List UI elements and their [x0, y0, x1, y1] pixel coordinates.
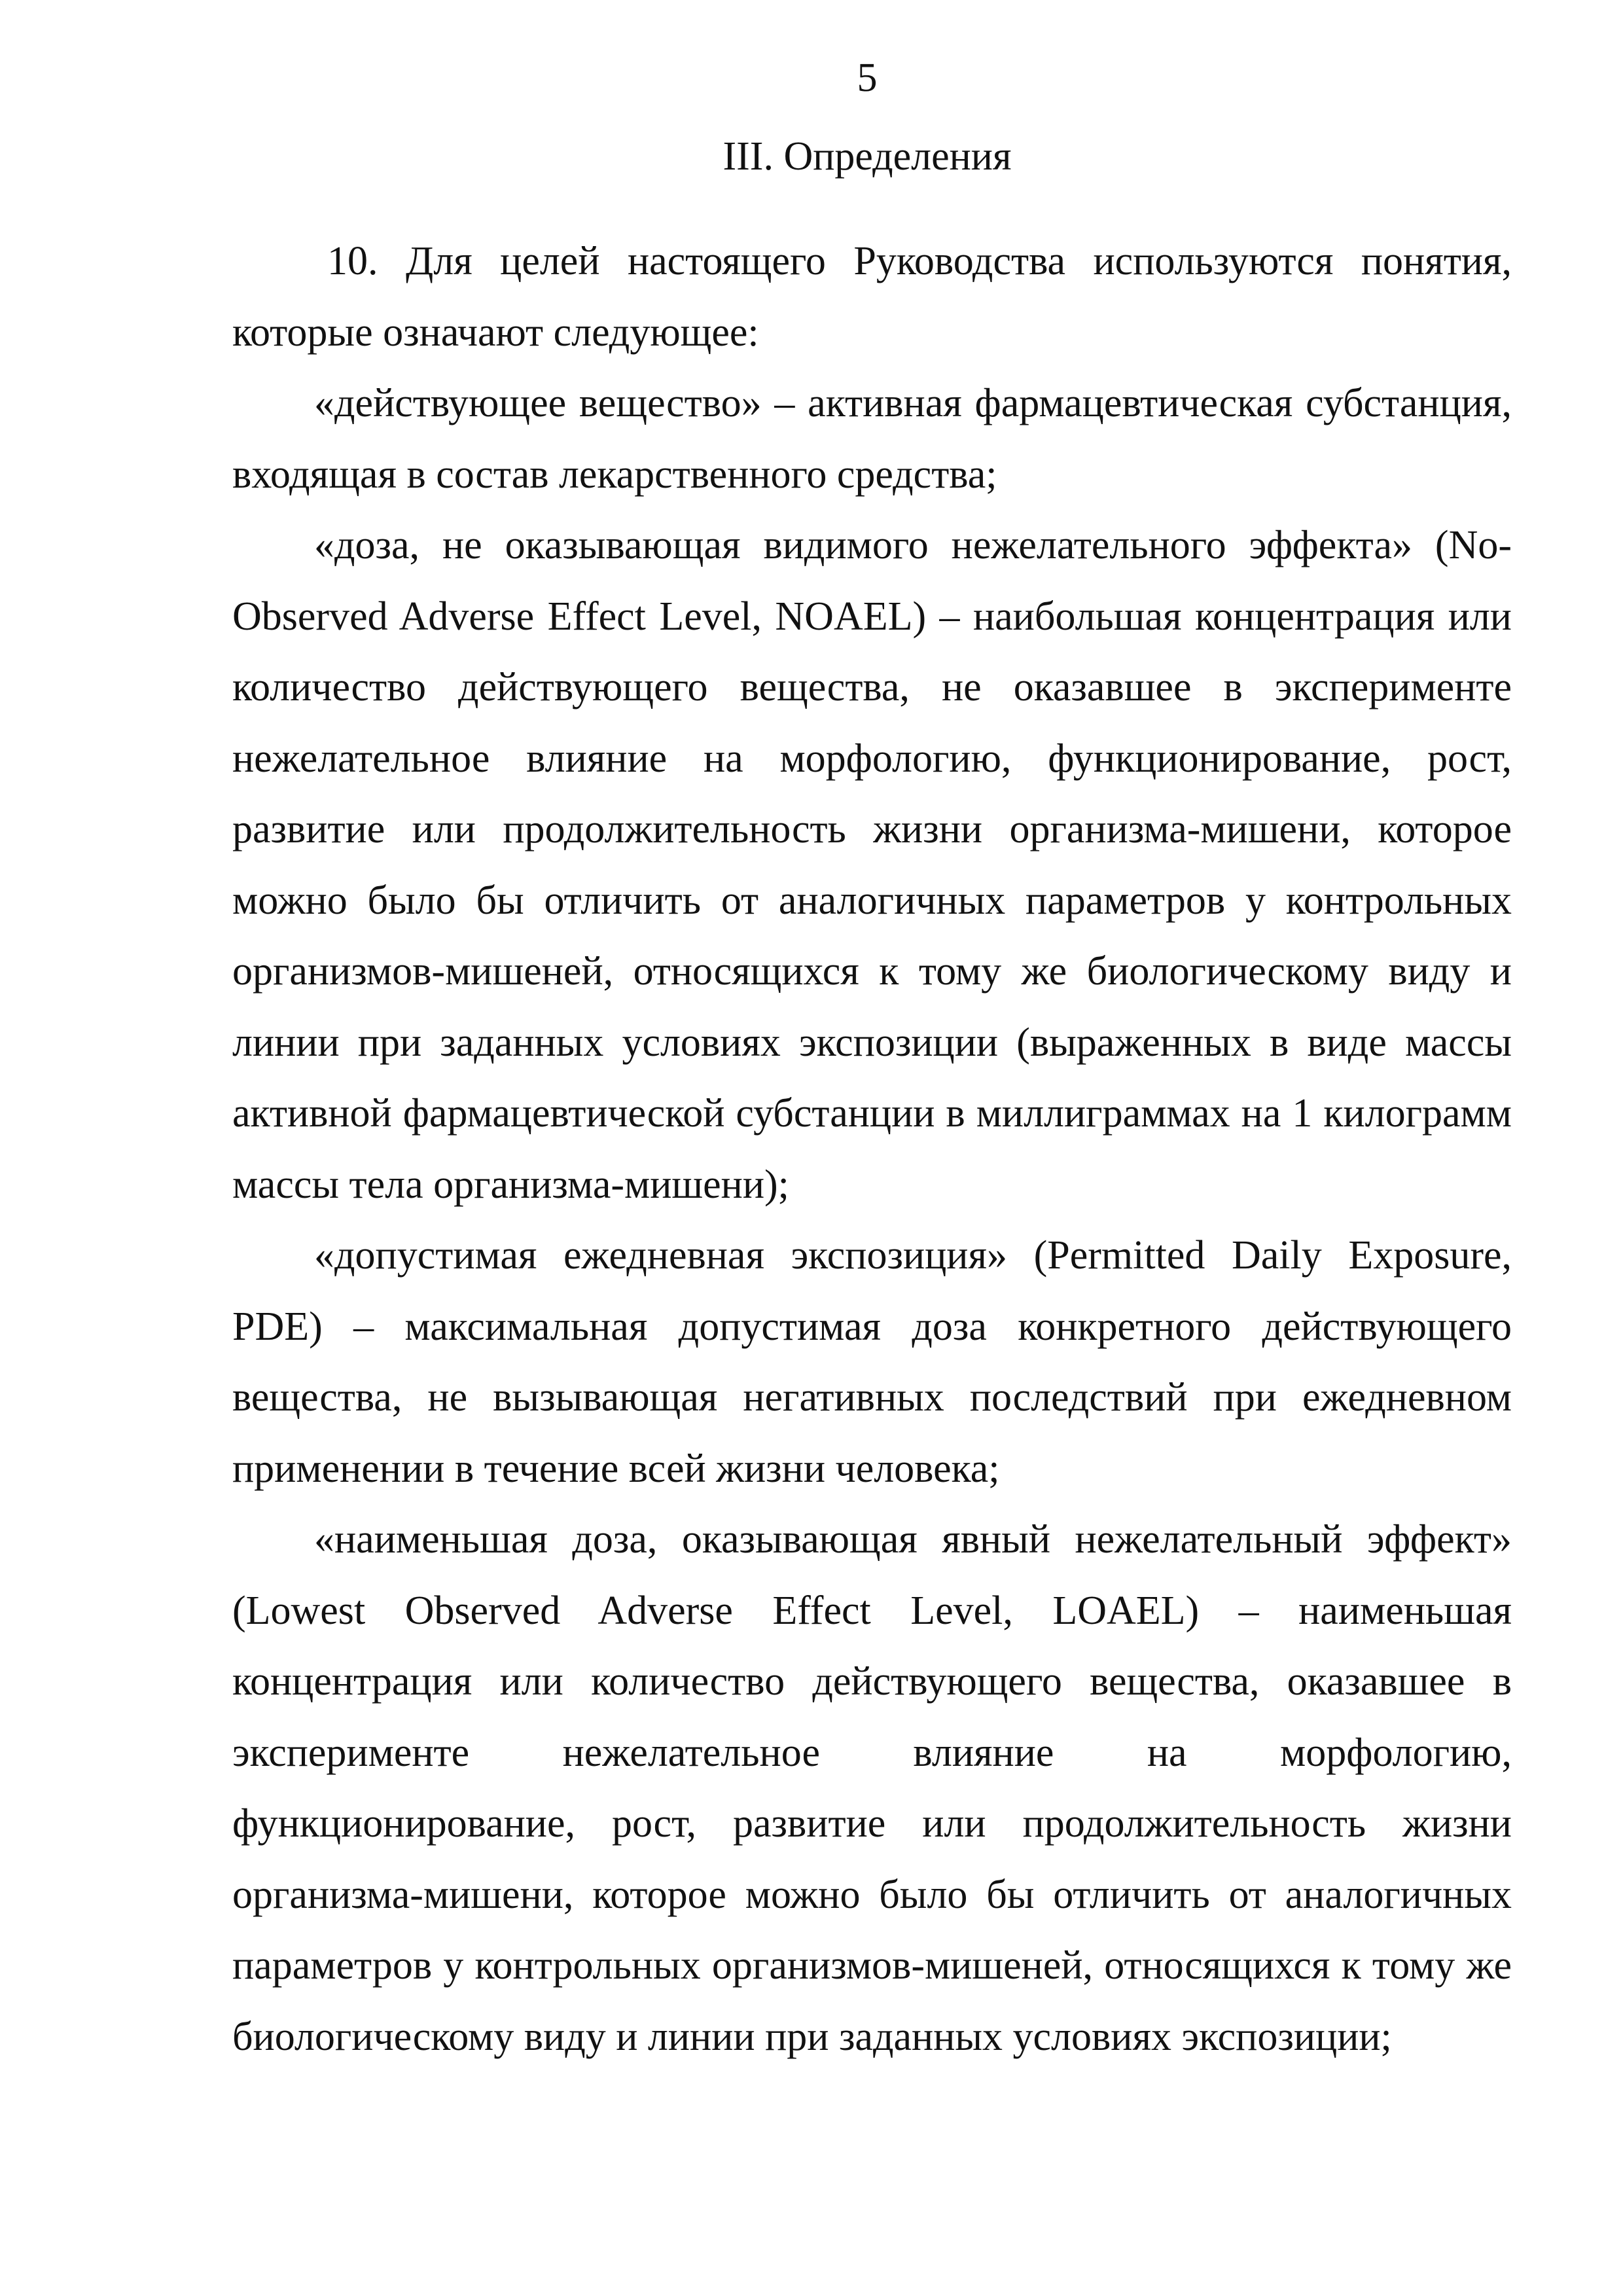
page-number: 5: [857, 56, 878, 100]
definition-pde: «допустимая ежедневная экспозиция» (Permitted Daily Exposure, PDE) – максимальная допустимая доза конкретного действующего вещества, не вызывающая негативных последствий при ежедневном применении в течение всей жизни человека;: [232, 1233, 1512, 1491]
definition-loael: «наименьшая доза, оказывающая явный нежелательный эффект» (Lowest Observed Adverse Effect Level, LOAEL) – наименьшая концентрация или количество действующего вещества, оказавшее в эксперименте нежелательное влияние на морфологию, функционирование, рост, развитие или продолжительность жизни организма-мишени, которое можно было бы отличить от аналогичных параметров у контрольных организмов-мишеней, относящихся к тому же биологическому виду и линии при заданных условиях экспозиции;: [232, 1517, 1512, 2059]
definition-active-substance: «действующее вещество» – активная фармацевтическая субстанция, входящая в состав лекарственного средства;: [232, 381, 1512, 497]
section-title: III. Определения: [722, 134, 1012, 179]
paragraph-intro: 10. Для целей настоящего Руководства используются понятия, которые означают следующее:: [232, 239, 1512, 355]
document-body: [232, 226, 1512, 2072]
definition-noael: «доза, не оказывающая видимого нежелательного эффекта» (No-Observed Adverse Effect Level, NOAEL) – наибольшая концентрация или количество действующего вещества, не оказавшее в эксперименте нежелательное влияние на морфологию, функционирование, рост, развитие или продолжительность жизни организма-мишени, которое можно было бы отличить от аналогичных параметров у контрольных организмов-мишеней, относящихся к тому же биологическому виду и линии при заданных условиях экспозиции (выраженных в виде массы активной фармацевтической субстанции в миллиграммах на 1 килограмм массы тела организма-мишени);: [232, 523, 1512, 1207]
